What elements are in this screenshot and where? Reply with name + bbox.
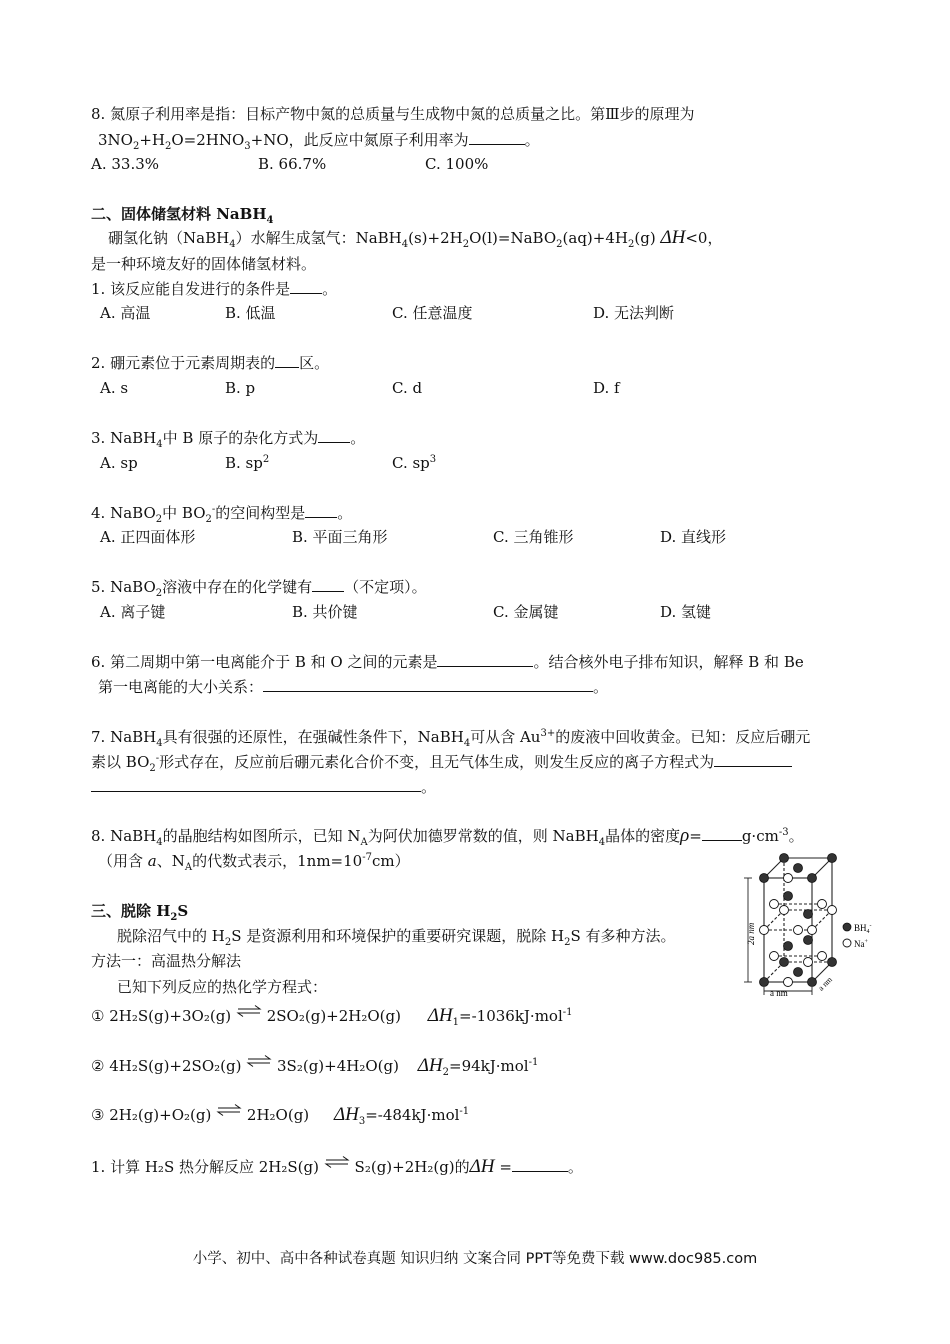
option: A. 正四面体形 <box>100 528 196 546</box>
page-footer: 小学、初中、高中各种试卷真题 知识归纳 文案合同 PPT等免费下载 www.doc985.com <box>192 1251 758 1267</box>
equilibrium-arrow-icon <box>216 1110 242 1122</box>
equilibrium-arrow-icon <box>324 1162 350 1174</box>
svg-text:a nm: a nm <box>770 988 788 998</box>
option: B. 平面三角形 <box>292 528 388 546</box>
option: C. 任意温度 <box>392 304 473 322</box>
equation-1: ① 2H₂S(g)+3O₂(g) 2SO₂(g)+2H₂O(g) $\Delta H_1=-1036kJ\cdot mol^{-1}$ <box>91 1005 573 1028</box>
question-note: （用含 a、$N_A$的代数式表示，$1nm=10^{-7}cm$） <box>98 852 410 873</box>
q8a-option: C. 100% <box>425 155 489 173</box>
section-title: 二、固体储氢材料 NaBH$_4$ <box>91 205 274 226</box>
section-intro: 脱除沼气中的 $H_2S$ 是资源利用和环境保护的重要研究课题，脱除 $H_2S$ 有多种方法。 <box>117 927 676 948</box>
option: C. 三角锥形 <box>493 528 574 546</box>
question: 2. 硼元素位于元素周期表的 区。 <box>91 354 330 372</box>
equation-3: ③ 2H₂(g)+O₂(g) 2H₂O(g) $\Delta H_3=-484kJ\cdot mol^{-1}$ <box>91 1104 470 1127</box>
answer-blank <box>469 130 525 145</box>
q8a-line1: 8. 氮原子利用率是指：目标产物中氮的总质量与生成物中氮的总质量之比。第Ⅲ步的原理为 <box>91 105 695 123</box>
equilibrium-arrow-icon <box>246 1061 272 1073</box>
section-intro: 是一种环境友好的固体储氢材料。 <box>91 255 317 273</box>
svg-text:a nm: a nm <box>816 974 834 993</box>
question: 1. 该反应能自发进行的条件是 。 <box>91 280 338 298</box>
equation-2: ② 4H₂S(g)+2SO₂(g) 3S₂(g)+4H₂O(g) $\Delta H_2=94kJ\cdot mol^{-1}$ <box>91 1055 539 1078</box>
option: C. $sp^3$ <box>392 454 437 472</box>
question: 1. 计算 H₂S 热分解反应 2H₂S(g) S₂(g)+2H₂(g)的ΔH = 。 <box>91 1156 583 1177</box>
option: A. 离子键 <box>100 603 166 621</box>
option: D. 直线形 <box>660 528 727 546</box>
option: B. $sp^2$ <box>225 454 270 472</box>
known-label: 已知下列反应的热化学方程式： <box>117 978 328 996</box>
option: D. 无法判断 <box>593 304 675 322</box>
option: B. 低温 <box>225 304 276 322</box>
svg-text:2a nm: 2a nm <box>746 922 756 945</box>
unit-cell-figure <box>740 850 885 998</box>
q8a-line2: $3NO_2+H_2O=2HNO_3+NO$，此反应中氮原子利用率为 。 <box>98 131 540 152</box>
option: C. 金属键 <box>493 603 559 621</box>
option: A. sp <box>100 454 138 472</box>
option: C. d <box>392 379 423 397</box>
question: 4. NaBO$_2$中 $BO_2^-$的空间构型是 。 <box>91 504 353 525</box>
q8a-option: A. 33.3% <box>91 155 160 173</box>
question: 第一电离能的大小关系： 。 <box>98 678 609 696</box>
section-intro: 硼氢化钠（NaBH$_4$）水解生成氢气：$NaBH_4(s)+2H_2O(l)=NaBO_2(aq)+4H_2(g)$ ΔH<0， <box>108 227 723 250</box>
question: 3. NaBH$_4$中 B 原子的杂化方式为 。 <box>91 429 366 450</box>
question: 7. NaBH$_4$具有很强的还原性，在强碱性条件下，NaBH$_4$可从含 $Au^{3+}$的废液中回收黄金。已知：反应后硼元 <box>91 728 811 749</box>
section-title: 三、脱除 $H_2S$ <box>91 902 189 923</box>
question: 5. NaBO$_2$溶液中存在的化学键有 （不定项）。 <box>91 578 427 599</box>
question: 。 <box>91 777 436 797</box>
q8a-option: B. 66.7% <box>258 155 327 173</box>
option: B. p <box>225 379 256 397</box>
svg-text:BH4-: $BH_4^-$ <box>854 923 872 935</box>
option: D. 氢键 <box>660 603 712 621</box>
option: B. 共价键 <box>292 603 358 621</box>
method-label: 方法一：高温热分解法 <box>91 952 242 970</box>
question: 6. 第二周期中第一电离能介于 B 和 O 之间的元素是 。结合核外电子排布知识，解释 B 和 Be <box>91 653 804 671</box>
option: A. 高温 <box>100 304 151 322</box>
svg-text:Na+: Na+ <box>854 939 868 949</box>
option: A. s <box>100 379 129 397</box>
question: 8. NaBH$_4$的晶胞结构如图所示，已知 $N_A$为阿伏加德罗常数的值，则 NaBH$_4$晶体的密度$\rho= g\cdot cm^{-3}$。 <box>91 825 804 848</box>
equilibrium-arrow-icon <box>236 1011 262 1023</box>
option: D. f <box>593 379 620 397</box>
question: 素以 $BO_2^-$形式存在，反应前后硼元素化合价不变，且无气体生成，则发生反应的离子方程式为 <box>91 752 792 772</box>
